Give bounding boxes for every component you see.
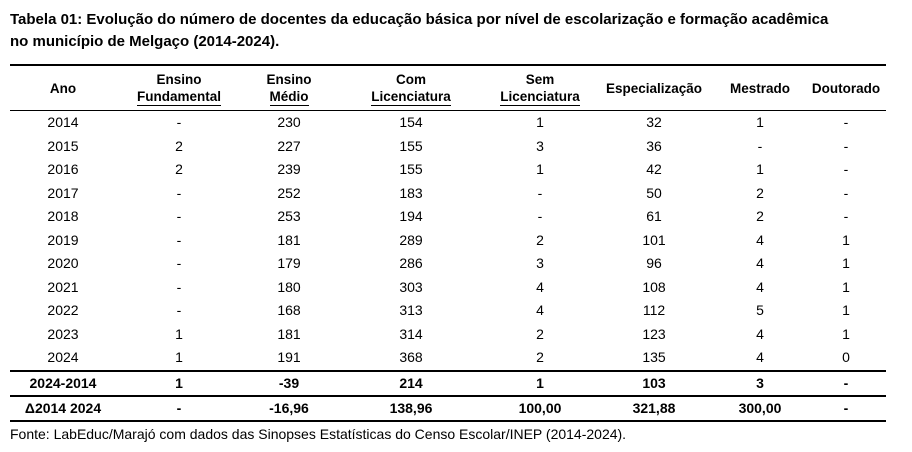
header-mestrado: Mestrado bbox=[729, 80, 790, 96]
cell: - bbox=[757, 137, 763, 154]
cell: 214 bbox=[399, 374, 423, 391]
table-row bbox=[10, 323, 886, 347]
cell: 100,00 bbox=[518, 399, 562, 416]
cell: 314 bbox=[399, 325, 423, 342]
cell: 154 bbox=[399, 114, 423, 131]
cell: 2014 bbox=[47, 114, 79, 131]
header-sem-licenciatura: Sem Licenciatura bbox=[500, 71, 580, 104]
cell: - bbox=[843, 399, 849, 416]
cell: 135 bbox=[642, 349, 666, 366]
cell: 368 bbox=[399, 349, 423, 366]
difference-row bbox=[10, 371, 886, 396]
header-ano: Ano bbox=[49, 80, 77, 96]
cell: 2024-2014 bbox=[29, 374, 97, 391]
cell: 155 bbox=[399, 161, 423, 178]
cell: 4 bbox=[756, 231, 764, 248]
cell: 1 bbox=[536, 161, 544, 178]
table-row bbox=[10, 229, 886, 253]
cell: - bbox=[843, 374, 849, 391]
cell: 1 bbox=[842, 231, 850, 248]
cell: - bbox=[176, 184, 182, 201]
table-row bbox=[10, 158, 886, 182]
cell: 183 bbox=[399, 184, 423, 201]
delta-row bbox=[10, 396, 886, 421]
cell: 4 bbox=[536, 302, 544, 319]
cell: 2018 bbox=[47, 208, 79, 225]
cell: 101 bbox=[642, 231, 666, 248]
cell: 1 bbox=[175, 325, 183, 342]
cell: -39 bbox=[278, 374, 300, 391]
table-header bbox=[10, 65, 886, 111]
cell: 300,00 bbox=[738, 399, 782, 416]
cell: 4 bbox=[756, 278, 764, 295]
cell: 3 bbox=[756, 374, 764, 391]
cell: 230 bbox=[277, 114, 301, 131]
header-especializacao: Especialização bbox=[605, 80, 703, 96]
cell: 252 bbox=[277, 184, 301, 201]
cell: 138,96 bbox=[389, 399, 433, 416]
header-row bbox=[10, 65, 886, 111]
cell: 2 bbox=[536, 231, 544, 248]
table-row bbox=[10, 346, 886, 371]
cell: 180 bbox=[277, 278, 301, 295]
cell: - bbox=[176, 231, 182, 248]
table-caption bbox=[10, 9, 890, 53]
cell: - bbox=[176, 399, 182, 416]
cell: - bbox=[537, 208, 543, 225]
cell: 1 bbox=[842, 278, 850, 295]
cell: 168 bbox=[277, 302, 301, 319]
cell: 191 bbox=[277, 349, 301, 366]
table-row bbox=[10, 276, 886, 300]
cell: 1 bbox=[756, 161, 764, 178]
teachers-table bbox=[10, 64, 886, 422]
cell: 123 bbox=[642, 325, 666, 342]
cell: 2024 bbox=[47, 349, 79, 366]
cell: 1 bbox=[756, 114, 764, 131]
cell: 61 bbox=[646, 208, 662, 225]
cell: 2017 bbox=[47, 184, 79, 201]
cell: 0 bbox=[842, 349, 850, 366]
cell: 112 bbox=[642, 302, 666, 319]
header-ensino-medio: Ensino Médio bbox=[266, 71, 312, 104]
table-row bbox=[10, 111, 886, 135]
cell: 1 bbox=[175, 349, 183, 366]
cell: 2 bbox=[536, 349, 544, 366]
cell: 5 bbox=[756, 302, 764, 319]
cell: 2016 bbox=[47, 161, 79, 178]
cell: 1 bbox=[842, 302, 850, 319]
cell: 4 bbox=[756, 255, 764, 272]
caption-line-2: no município de Melgaço (2014-2024). bbox=[10, 33, 280, 50]
table-row bbox=[10, 182, 886, 206]
table-row bbox=[10, 252, 886, 276]
cell: 253 bbox=[277, 208, 301, 225]
cell: 1 bbox=[842, 325, 850, 342]
header-ensino-fundamental: Ensino Fundamental bbox=[136, 71, 221, 104]
cell: 179 bbox=[277, 255, 301, 272]
cell: 103 bbox=[642, 374, 666, 391]
cell: 239 bbox=[277, 161, 301, 178]
caption-line-1: Tabela 01: Evolução do número de docentes da educação básica por nível de escolarização e formação acadêmica bbox=[10, 11, 829, 28]
cell: 2023 bbox=[47, 325, 79, 342]
cell: - bbox=[843, 114, 849, 131]
cell: 4 bbox=[536, 278, 544, 295]
table-row bbox=[10, 135, 886, 159]
table-row bbox=[10, 205, 886, 229]
cell: 2 bbox=[756, 184, 764, 201]
cell: 286 bbox=[399, 255, 423, 272]
cell: 4 bbox=[756, 325, 764, 342]
cell: 3 bbox=[536, 137, 544, 154]
cell: 2019 bbox=[47, 231, 79, 248]
cell: 108 bbox=[642, 278, 666, 295]
cell: 303 bbox=[399, 278, 423, 295]
cell: - bbox=[176, 302, 182, 319]
table-body bbox=[10, 111, 886, 421]
cell: 36 bbox=[646, 137, 662, 154]
cell: 2015 bbox=[47, 137, 79, 154]
cell: 181 bbox=[277, 231, 301, 248]
cell: 42 bbox=[646, 161, 662, 178]
cell: 96 bbox=[646, 255, 662, 272]
cell: 2 bbox=[175, 161, 183, 178]
table-row bbox=[10, 299, 886, 323]
cell: 227 bbox=[277, 137, 301, 154]
cell: 50 bbox=[646, 184, 662, 201]
cell: 1 bbox=[842, 255, 850, 272]
header-com-licenciatura: Com Licenciatura bbox=[371, 71, 451, 104]
cell: - bbox=[843, 137, 849, 154]
cell: 1 bbox=[175, 374, 183, 391]
cell: - bbox=[176, 255, 182, 272]
cell: 289 bbox=[399, 231, 423, 248]
header-doutorado: Doutorado bbox=[811, 80, 881, 96]
cell: - bbox=[176, 208, 182, 225]
cell: - bbox=[176, 278, 182, 295]
cell: 155 bbox=[399, 137, 423, 154]
cell: 321,88 bbox=[632, 399, 676, 416]
source-note: Fonte: LabEduc/Marajó com dados das Sinopses Estatísticas do Censo Escolar/INEP (2014-2024). bbox=[10, 426, 627, 442]
cell: 1 bbox=[536, 374, 544, 391]
cell: 2 bbox=[175, 137, 183, 154]
cell: - bbox=[176, 114, 182, 131]
cell: 3 bbox=[536, 255, 544, 272]
cell: Δ2014 2024 bbox=[24, 399, 102, 416]
cell: 32 bbox=[646, 114, 662, 131]
cell: - bbox=[843, 184, 849, 201]
cell: 194 bbox=[399, 208, 423, 225]
cell: - bbox=[843, 161, 849, 178]
cell: 313 bbox=[399, 302, 423, 319]
cell: 2021 bbox=[47, 278, 79, 295]
cell: 2 bbox=[756, 208, 764, 225]
cell: 2020 bbox=[47, 255, 79, 272]
cell: 2 bbox=[536, 325, 544, 342]
cell: 4 bbox=[756, 349, 764, 366]
cell: - bbox=[537, 184, 543, 201]
cell: 1 bbox=[536, 114, 544, 131]
cell: 2022 bbox=[47, 302, 79, 319]
cell: -16,96 bbox=[269, 399, 309, 416]
cell: - bbox=[843, 208, 849, 225]
cell: 181 bbox=[277, 325, 301, 342]
